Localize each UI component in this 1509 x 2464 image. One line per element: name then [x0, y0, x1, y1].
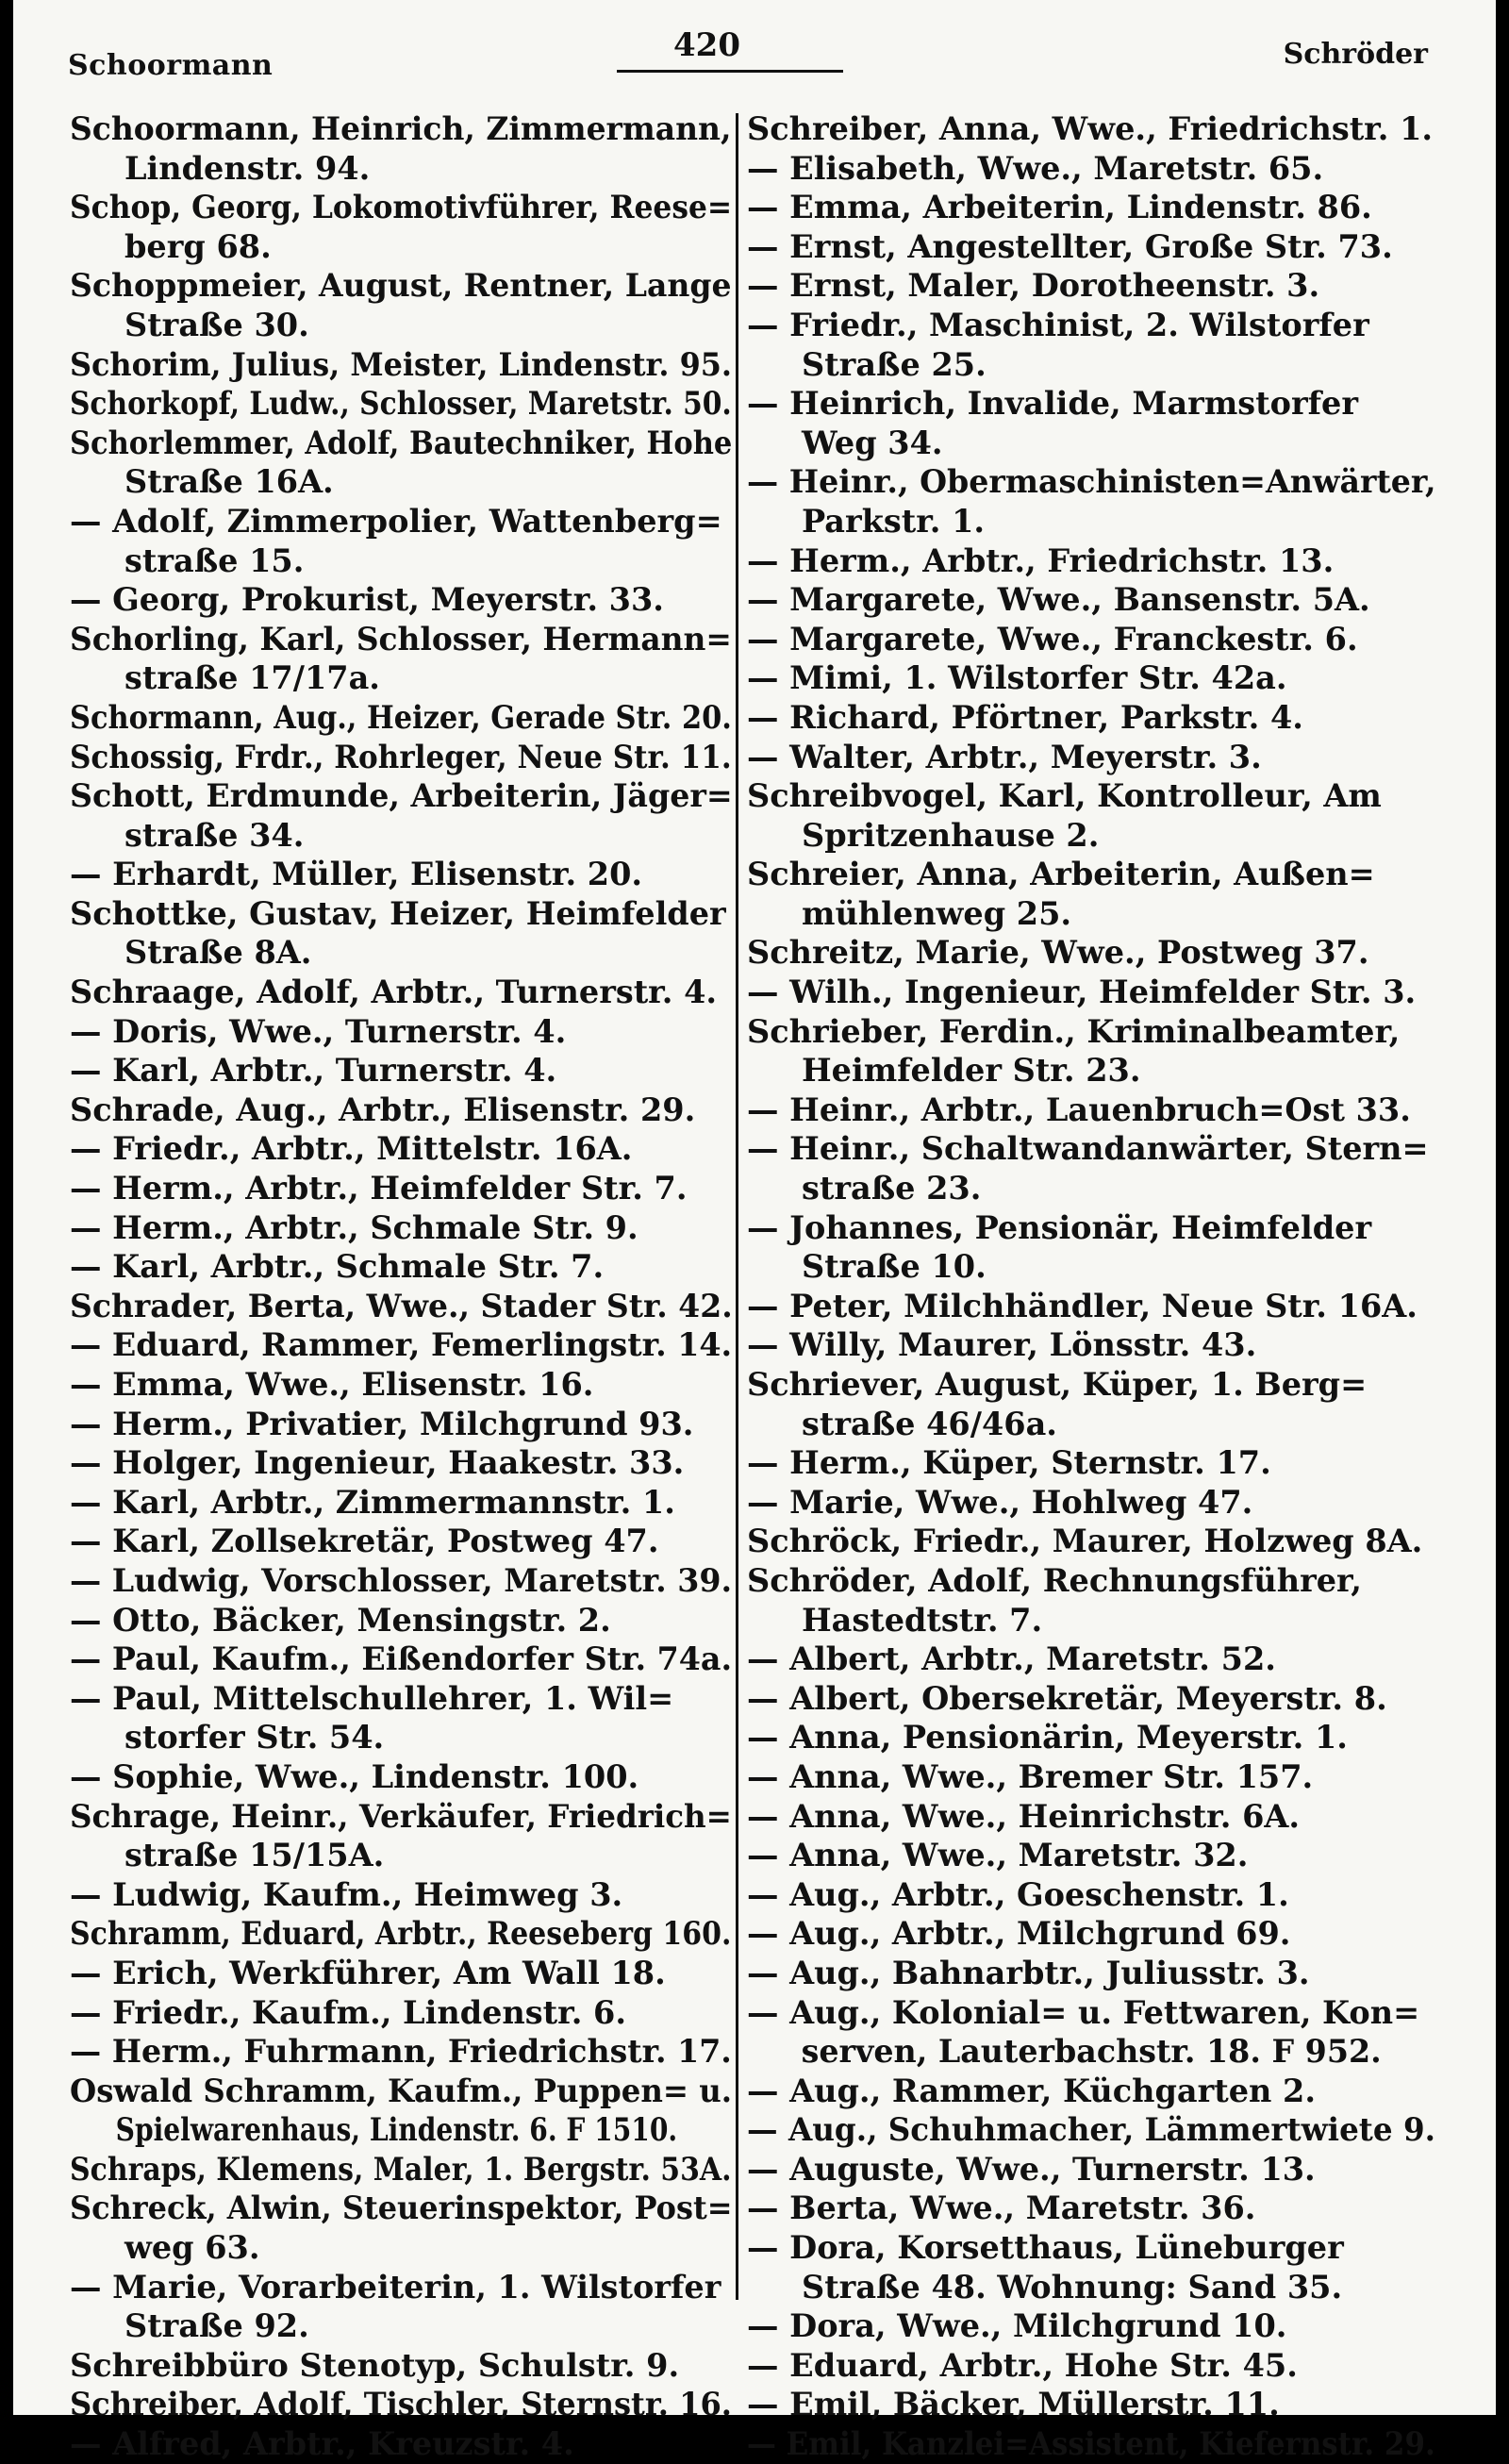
running-head-right: Schröder: [1283, 38, 1428, 71]
entry-line: — Peter, Milchhändler, Neue Str. 16A.: [747, 1287, 1418, 1324]
directory-entry: [747, 1522, 1435, 1561]
entry-line: — Aug., Schuhmacher, Lämmertwiete 9.: [747, 2111, 1435, 2149]
entry-continuation-line: Spritzenhause 2.: [802, 816, 1100, 854]
directory-entry: [747, 776, 1435, 855]
entry-continuation-line: straße 15/15A.: [124, 1837, 385, 1874]
entry-line: — Aug., Arbtr., Milchgrund 69.: [747, 1915, 1291, 1953]
directory-entry: [747, 2110, 1435, 2150]
entry-line: Schop, Georg, Lokomotivführer, Reese=: [70, 189, 733, 226]
directory-entry: [747, 227, 1435, 267]
directory-entry: [70, 1483, 732, 1523]
entry-line: — Wilh., Ingenieur, Heimfelder Str. 3.: [747, 974, 1417, 1011]
entry-line: Schröder, Adolf, Rechnungsführer,: [747, 1561, 1362, 1599]
directory-entry: [747, 1993, 1435, 2072]
directory-entry: [70, 1640, 732, 1679]
entry-continuation-line: Straße 92.: [124, 2307, 309, 2345]
entry-line: — Herm., Küper, Sternstr. 17.: [747, 1444, 1271, 1482]
entry-continuation-line: straße 15.: [124, 541, 305, 579]
page-number: 420: [673, 26, 740, 64]
directory-entry: [747, 698, 1435, 738]
header-rule: [617, 70, 843, 73]
entry-line: Schreiber, Adolf, Tischler, Sternstr. 16.: [70, 2386, 732, 2423]
entry-line: — Karl, Zollsekretär, Postweg 47.: [70, 1523, 659, 1560]
entry-line: Schreitz, Marie, Wwe., Postweg 37.: [747, 934, 1369, 972]
entry-line: Oswald Schramm, Kaufm., Puppen= u.: [70, 2072, 733, 2109]
entry-line: Schreck, Alwin, Steuerinspektor, Post=: [70, 2189, 733, 2227]
directory-entry: [70, 1679, 732, 1757]
directory-entry: [747, 620, 1435, 659]
directory-entry: [70, 2072, 732, 2150]
directory-page: [13, 0, 1496, 2463]
directory-entry: [747, 266, 1435, 306]
entry-line: — Anna, Wwe., Bremer Str. 157.: [747, 1757, 1314, 1795]
directory-entry: [747, 1836, 1435, 1875]
directory-entry: [747, 1365, 1435, 1443]
entry-line: — Emil, Kanzlei=Assistent, Kiefernstr. 29.: [747, 2425, 1435, 2463]
directory-entry: [747, 580, 1435, 620]
directory-entry: [70, 345, 732, 385]
directory-entry: [70, 1208, 732, 1248]
directory-entry: [747, 462, 1435, 541]
directory-entry: [747, 2424, 1435, 2464]
directory-entry: [747, 188, 1435, 227]
entry-line: — Dora, Wwe., Milchgrund 10.: [747, 2307, 1287, 2345]
directory-entry: [70, 1797, 732, 1875]
directory-entry: [747, 855, 1435, 933]
entry-line: — Herm., Privatier, Milchgrund 93.: [70, 1405, 694, 1442]
directory-entry: [747, 384, 1435, 462]
entry-line: Schoppmeier, August, Rentner, Lange: [70, 267, 732, 305]
directory-entry: [70, 620, 732, 698]
entry-continuation-line: Straße 48. Wohnung: Sand 35.: [802, 2268, 1343, 2306]
directory-entry: [747, 1325, 1435, 1365]
directory-entry: [70, 1247, 732, 1287]
directory-entry: [70, 1914, 732, 1954]
entry-line: — Anna, Wwe., Maretstr. 32.: [747, 1837, 1249, 1874]
directory-entry: [70, 894, 732, 973]
entry-line: — Auguste, Wwe., Turnerstr. 13.: [747, 2150, 1316, 2188]
entry-line: — Doris, Wwe., Turnerstr. 4.: [70, 1012, 567, 1050]
directory-entry: [747, 1679, 1435, 1719]
directory-entry: [70, 973, 732, 1012]
entry-line: — Karl, Arbtr., Zimmermannstr. 1.: [70, 1483, 675, 1521]
directory-entry: [70, 1443, 732, 1483]
directory-entry: [70, 1601, 732, 1640]
entry-line: Schreier, Anna, Arbeiterin, Außen=: [747, 856, 1375, 893]
directory-entry: [747, 2150, 1435, 2189]
directory-entry: [747, 2385, 1435, 2424]
directory-entry: [747, 149, 1435, 189]
entry-line: — Erich, Werkführer, Am Wall 18.: [70, 1954, 666, 1991]
directory-entry: [747, 933, 1435, 973]
entry-line: — Herm., Fuhrmann, Friedrichstr. 17.: [70, 2033, 732, 2071]
directory-entry: [747, 1875, 1435, 1915]
directory-entry: [70, 2385, 732, 2424]
directory-entry: [70, 1287, 732, 1326]
directory-entry: [70, 266, 732, 344]
directory-entry: [70, 1051, 732, 1090]
entry-line: Schreiber, Anna, Wwe., Friedrichstr. 1.: [747, 110, 1434, 147]
entry-line: — Heinrich, Invalide, Marmstorfer: [747, 385, 1358, 423]
entry-continuation-line: Straße 8A.: [124, 934, 312, 972]
directory-entry: [747, 1208, 1435, 1287]
directory-entry: [70, 1561, 732, 1601]
directory-entry: [747, 738, 1435, 777]
entry-continuation-line: Heimfelder Str. 23.: [802, 1052, 1141, 1090]
directory-entry: [747, 1718, 1435, 1757]
entry-line: — Eduard, Rammer, Femerlingstr. 14.: [70, 1326, 733, 1364]
entry-line: Schorim, Julius, Meister, Lindenstr. 95.: [70, 345, 733, 383]
directory-entry: [70, 1129, 732, 1169]
entry-line: Schott, Erdmunde, Arbeiterin, Jäger=: [70, 777, 733, 815]
entry-line: — Aug., Rammer, Küchgarten 2.: [747, 2072, 1317, 2109]
entry-line: Schorkopf, Ludw., Schlosser, Maretstr. 50.: [70, 385, 732, 423]
entry-line: — Albert, Obersekretär, Meyerstr. 8.: [747, 1679, 1387, 1717]
directory-entry: [747, 1757, 1435, 1797]
entry-line: — Karl, Arbtr., Turnerstr. 4.: [70, 1052, 557, 1090]
directory-entry: [747, 1797, 1435, 1837]
entry-line: — Herm., Arbtr., Heimfelder Str. 7.: [70, 1170, 688, 1207]
entry-line: — Emma, Arbeiterin, Lindenstr. 86.: [747, 189, 1372, 226]
directory-entry: [70, 502, 732, 580]
directory-entry: [747, 973, 1435, 1012]
directory-entry: [747, 1129, 1435, 1207]
directory-entry: [70, 776, 732, 855]
entry-line: — Marie, Wwe., Hohlweg 47.: [747, 1483, 1253, 1521]
entry-continuation-line: straße 34.: [124, 816, 305, 854]
entry-continuation-line: straße 17/17a.: [124, 659, 380, 697]
entry-continuation-line: Straße 30.: [124, 306, 309, 343]
entry-line: — Friedr., Maschinist, 2. Wilstorfer: [747, 306, 1369, 343]
directory-entry: [70, 855, 732, 894]
directory-entry: [70, 1169, 732, 1208]
directory-entry: [747, 2306, 1435, 2346]
directory-entry: [747, 1287, 1435, 1326]
directory-entry: [70, 188, 732, 266]
entry-line: — Albert, Arbtr., Maretstr. 52.: [747, 1640, 1276, 1678]
directory-entry: [70, 1405, 732, 1444]
directory-entry: [70, 2150, 732, 2189]
directory-entry: [747, 1012, 1435, 1090]
entry-line: Schriever, August, Küper, 1. Berg=: [747, 1366, 1368, 1403]
entry-line: Schreibbüro Stenotyp, Schulstr. 9.: [70, 2346, 680, 2384]
directory-entry: [70, 384, 732, 424]
entry-line: — Heinr., Arbtr., Lauenbruch=Ost 33.: [747, 1090, 1411, 1128]
entry-line: — Otto, Bäcker, Mensingstr. 2.: [70, 1601, 611, 1639]
entry-continuation-line: berg 68.: [124, 227, 272, 265]
entry-continuation-line: storfer Str. 54.: [124, 1719, 385, 1756]
directory-entry: [70, 580, 732, 620]
entry-line: — Karl, Arbtr., Schmale Str. 7.: [70, 1248, 605, 1286]
entry-line: — Ernst, Maler, Dorotheenstr. 3.: [747, 267, 1320, 305]
entry-line: — Erhardt, Müller, Elisenstr. 20.: [70, 856, 643, 893]
entry-line: — Berta, Wwe., Maretstr. 36.: [747, 2189, 1256, 2227]
entry-line: — Marie, Vorarbeiterin, 1. Wilstorfer: [70, 2268, 721, 2306]
entry-line: — Anna, Wwe., Heinrichstr. 6A.: [747, 1797, 1301, 1835]
entry-line: — Willy, Maurer, Lönsstr. 43.: [747, 1326, 1257, 1364]
directory-entry: [70, 1325, 732, 1365]
entry-line: — Friedr., Arbtr., Mittelstr. 16A.: [70, 1130, 633, 1168]
entry-line: — Aug., Arbtr., Goeschenstr. 1.: [747, 1875, 1289, 1913]
directory-entry: [747, 1483, 1435, 1523]
entry-line: — Holger, Ingenieur, Haakestr. 33.: [70, 1444, 685, 1482]
entry-line: — Richard, Pförtner, Parkstr. 4.: [747, 698, 1303, 736]
directory-entry: [747, 1914, 1435, 1954]
directory-entry: [747, 2228, 1435, 2306]
entry-line: Schraps, Klemens, Maler, 1. Bergstr. 53A.: [70, 2150, 732, 2188]
entry-line: — Walter, Arbtr., Meyerstr. 3.: [747, 738, 1262, 775]
directory-entry: [70, 1993, 732, 2033]
entry-line: — Herm., Arbtr., Friedrichstr. 13.: [747, 541, 1335, 579]
entry-line: — Heinr., Obermaschinisten=Anwärter,: [747, 463, 1436, 501]
directory-entry: [747, 2346, 1435, 2386]
directory-entry: [70, 1012, 732, 1052]
entry-line: — Heinr., Schaltwandanwärter, Stern=: [747, 1130, 1429, 1168]
directory-entry: [747, 1443, 1435, 1483]
entry-line: — Aug., Kolonial= u. Fettwaren, Kon=: [747, 1993, 1420, 2031]
directory-entry: [747, 541, 1435, 581]
entry-line: — Sophie, Wwe., Lindenstr. 100.: [70, 1757, 639, 1795]
directory-entry: [70, 1954, 732, 1993]
entry-line: — Alfred, Arbtr., Kreuzstr. 4.: [70, 2425, 574, 2463]
entry-line: Schreibvogel, Karl, Kontrolleur, Am: [747, 777, 1382, 815]
directory-entry: [70, 2189, 732, 2267]
left-column: [70, 109, 732, 2464]
directory-entry: [70, 2268, 732, 2346]
directory-entry: [70, 2032, 732, 2072]
entry-line: — Margarete, Wwe., Franckestr. 6.: [747, 620, 1358, 658]
entry-continuation-line: serven, Lauterbachstr. 18. F 952.: [801, 2033, 1382, 2071]
entry-line: Schröck, Friedr., Maurer, Holzweg 8A.: [747, 1523, 1423, 1560]
entry-line: — Friedr., Kaufm., Lindenstr. 6.: [70, 1993, 626, 2031]
entry-line: Schossig, Frdr., Rohrleger, Neue Str. 11.: [70, 738, 732, 775]
directory-entry: [70, 1090, 732, 1130]
entry-line: — Adolf, Zimmerpolier, Wattenberg=: [70, 502, 722, 540]
entry-line: Schorlemmer, Adolf, Bautechniker, Hohe: [70, 424, 733, 461]
entry-line: Schorling, Karl, Schlosser, Hermann=: [70, 620, 732, 658]
column-divider: [736, 113, 738, 2300]
directory-entry: [747, 1640, 1435, 1679]
entry-line: Schormann, Aug., Heizer, Gerade Str. 20.: [70, 698, 732, 736]
entry-line: Schraage, Adolf, Arbtr., Turnerstr. 4.: [70, 974, 718, 1011]
directory-entry: [747, 2189, 1435, 2228]
entry-line: — Ernst, Angestellter, Große Str. 73.: [747, 227, 1393, 265]
entry-line: — Paul, Kaufm., Eißendorfer Str. 74a.: [70, 1640, 733, 1678]
entry-line: Schrage, Heinr., Verkäufer, Friedrich=: [70, 1797, 732, 1835]
entry-line: — Dora, Korsetthaus, Lüneburger: [747, 2229, 1344, 2267]
entry-continuation-line: straße 46/46a.: [802, 1405, 1057, 1442]
entry-continuation-line: Lindenstr. 94.: [124, 149, 371, 187]
entry-continuation-line: Straße 25.: [802, 345, 987, 383]
directory-entry: [70, 738, 732, 777]
directory-entry: [747, 1954, 1435, 1993]
entry-line: — Johannes, Pensionär, Heimfelder: [747, 1208, 1372, 1246]
directory-entry: [70, 2346, 732, 2386]
entry-continuation-line: mühlenweg 25.: [802, 894, 1072, 932]
directory-entry: [747, 109, 1435, 149]
entry-line: — Ludwig, Vorschlosser, Maretstr. 39.: [70, 1561, 733, 1599]
directory-entry: [747, 1561, 1435, 1640]
directory-entry: [747, 658, 1435, 698]
entry-continuation-line: Weg 34.: [802, 424, 943, 461]
entry-continuation-line: Parkstr. 1.: [802, 502, 986, 540]
entry-line: Schoormann, Heinrich, Zimmermann,: [70, 110, 732, 147]
directory-entry: [747, 2072, 1435, 2111]
directory-entry: [747, 1090, 1435, 1130]
entry-continuation-line: Straße 10.: [802, 1248, 987, 1286]
right-column: [747, 109, 1435, 2464]
directory-entry: [747, 306, 1435, 384]
directory-entry: [70, 1365, 732, 1405]
entry-line: — Aug., Bahnarbtr., Juliusstr. 3.: [747, 1954, 1310, 1991]
entry-line: — Emil, Bäcker, Müllerstr. 11.: [747, 2386, 1280, 2423]
directory-entry: [70, 1522, 732, 1561]
entry-line: Schottke, Gustav, Heizer, Heimfelder: [70, 894, 726, 932]
directory-entry: [70, 2424, 732, 2464]
entry-line: — Emma, Wwe., Elisenstr. 16.: [70, 1366, 594, 1403]
directory-entry: [70, 1875, 732, 1915]
entry-line: — Mimi, 1. Wilstorfer Str. 42a.: [747, 659, 1287, 697]
entry-line: Schrieber, Ferdin., Kriminalbeamter,: [747, 1012, 1401, 1050]
directory-entry: [70, 424, 732, 502]
directory-entry: [70, 1757, 732, 1797]
running-head-left: Schoormann: [68, 49, 274, 82]
entry-line: — Eduard, Arbtr., Hohe Str. 45.: [747, 2346, 1298, 2384]
entry-continuation-line: straße 23.: [802, 1170, 982, 1207]
entry-continuation-line: Straße 16A.: [124, 463, 334, 501]
entry-line: Schrader, Berta, Wwe., Stader Str. 42.: [70, 1287, 733, 1324]
entry-line: Schramm, Eduard, Arbtr., Reeseberg 160.: [70, 1915, 732, 1953]
entry-line: — Elisabeth, Wwe., Maretstr. 65.: [747, 149, 1324, 187]
entry-continuation-line: Spielwarenhaus, Lindenstr. 6. F 1510.: [115, 2111, 678, 2149]
entry-line: — Margarete, Wwe., Bansenstr. 5A.: [747, 581, 1370, 619]
directory-entry: [70, 109, 732, 188]
entry-continuation-line: weg 63.: [124, 2229, 260, 2267]
entry-line: — Georg, Prokurist, Meyerstr. 33.: [70, 581, 664, 619]
entry-line: — Paul, Mittelschullehrer, 1. Wil=: [70, 1679, 674, 1717]
entry-line: — Herm., Arbtr., Schmale Str. 9.: [70, 1208, 638, 1246]
directory-entry: [70, 698, 732, 738]
entry-line: — Ludwig, Kaufm., Heimweg 3.: [70, 1875, 623, 1913]
entry-line: — Anna, Pensionärin, Meyerstr. 1.: [747, 1719, 1348, 1756]
entry-continuation-line: Hastedtstr. 7.: [802, 1601, 1043, 1639]
entry-line: Schrade, Aug., Arbtr., Elisenstr. 29.: [70, 1090, 696, 1128]
